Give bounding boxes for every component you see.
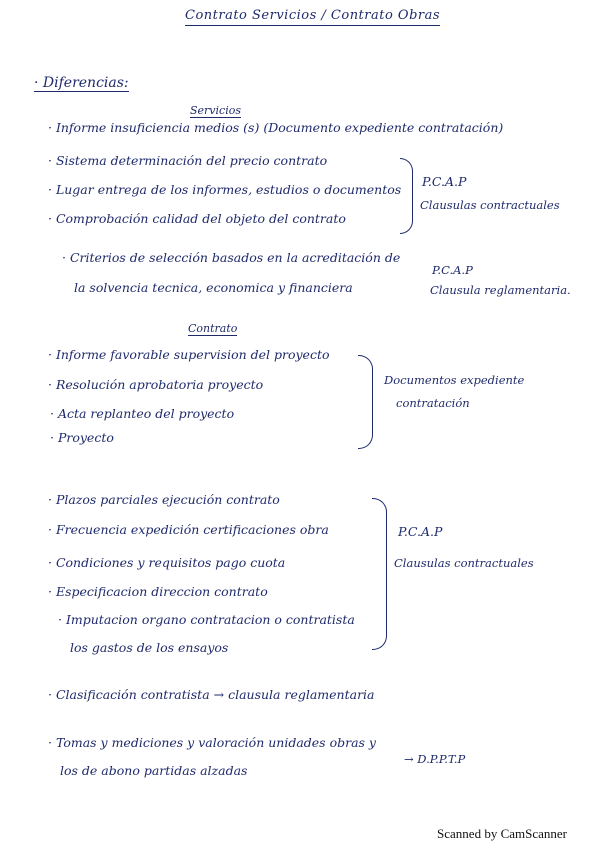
servicios-brace-label-1: P.C.A.P [422,174,467,189]
servicios-item-3: · Lugar entrega de los informes, estudios o documentos [48,182,402,197]
contrato-label: Contrato [188,322,238,335]
clausulas-brace-label-2: Clausulas contractuales [394,556,534,570]
servicios-item-4: · Comprobación calidad del objeto del contrato [48,211,346,226]
servicios-item-1: · Informe insuficiencia medios (s) (Documento expediente contratación) [48,120,504,135]
servicios-brace-label-2: Clausulas contractuales [420,198,560,212]
extra-item-2b: los de abono partidas alzadas [60,763,248,778]
servicios-item-2: · Sistema determinación del precio contrato [48,153,328,168]
servicios-item-5: · Criterios de selección basados en la acreditación de [62,250,401,265]
extra-item-2a: · Tomas y mediciones y valoración unidades obras y [48,735,376,750]
clausulas-item-2: · Frecuencia expedición certificaciones obra [48,522,329,537]
clausulas-item-5: · Imputacion organo contratacion o contratista [58,612,355,627]
page-title: Contrato Servicios / Contrato Obras [185,8,440,26]
servicios-side-label-2: Clausula reglamentaria. [430,283,571,297]
contrato-brace-label-1: Documentos expediente [384,373,525,387]
clausulas-brace [372,498,387,650]
scanner-footer: Scanned by CamScanner [437,826,567,841]
extra-item-1: · Clasificación contratista → clausula reglamentaria [48,687,375,702]
contrato-brace-label-2: contratación [396,396,470,410]
extra-item-2-label: → D.P.P.T.P [404,752,466,766]
contrato-item-4: · Proyecto [50,430,114,445]
servicios-item-6: la solvencia tecnica, economica y financiera [74,280,353,295]
contrato-item-1: · Informe favorable supervision del proyecto [48,347,330,362]
contrato-item-2: · Resolución aprobatoria proyecto [48,377,264,392]
contrato-brace [358,355,373,449]
clausulas-item-6: los gastos de los ensayos [70,640,229,655]
contrato-item-3: · Acta replanteo del proyecto [50,406,235,421]
clausulas-item-3: · Condiciones y requisitos pago cuota [48,555,286,570]
section-heading: · Diferencias: [34,75,129,91]
servicios-side-label-1: P.C.A.P [432,263,473,277]
servicios-brace [400,158,413,234]
clausulas-item-4: · Especificacion direccion contrato [48,584,268,599]
clausulas-item-1: · Plazos parciales ejecución contrato [48,492,280,507]
clausulas-brace-label-1: P.C.A.P [398,524,443,539]
servicios-label: Servicios [190,104,241,117]
